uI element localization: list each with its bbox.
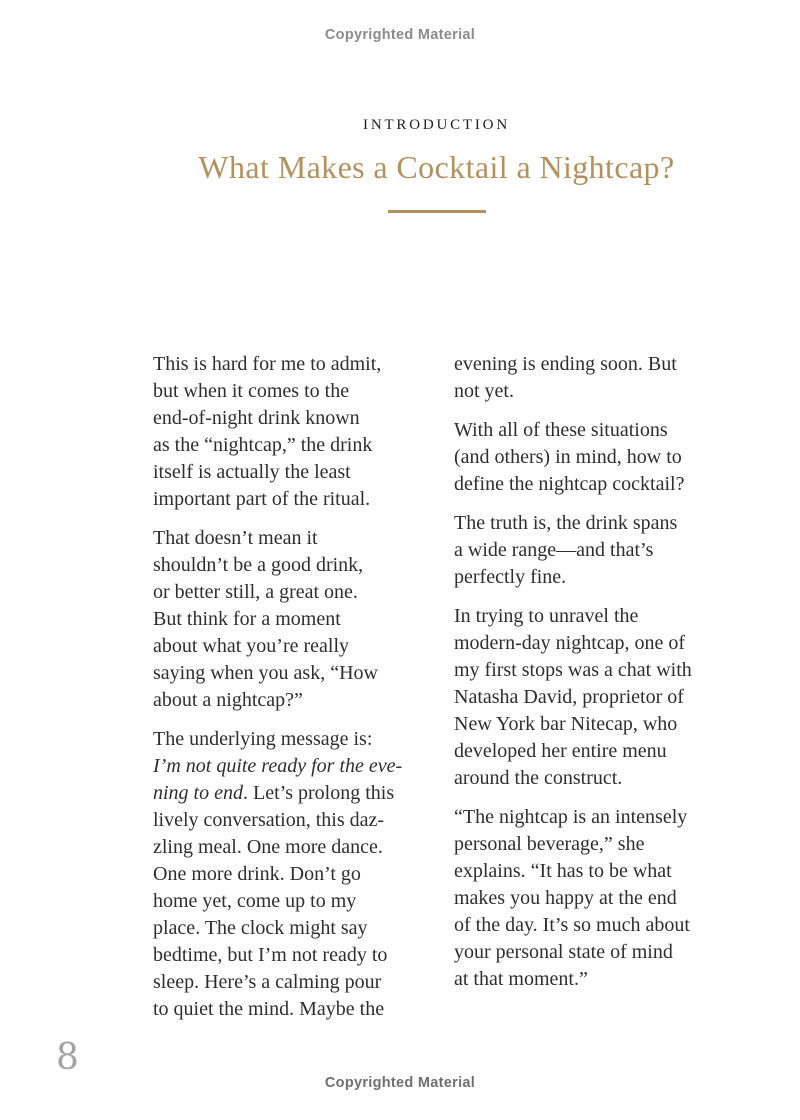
body-line bbox=[153, 552, 419, 579]
text-segment: Natasha David, proprietor of bbox=[454, 686, 684, 708]
body-line bbox=[153, 807, 419, 834]
text-segment: a wide range—and that’s bbox=[454, 539, 654, 561]
body-line bbox=[153, 405, 419, 432]
page-number: 8 bbox=[56, 1037, 79, 1078]
body-line bbox=[153, 486, 419, 513]
text-segment: explains. “It has to be what bbox=[454, 860, 672, 882]
text-segment: sleep. Here’s a calming pour bbox=[153, 971, 382, 993]
body-line bbox=[454, 831, 720, 858]
text-segment: The truth is, the drink spans bbox=[454, 512, 678, 534]
page-title: What Makes a Cocktail a Nightcap? bbox=[198, 149, 675, 185]
text-segment: at that moment.” bbox=[454, 968, 588, 990]
body-paragraph bbox=[454, 603, 720, 792]
body-line bbox=[153, 432, 419, 459]
body-line bbox=[153, 525, 419, 552]
body-line bbox=[454, 351, 720, 378]
body-line bbox=[153, 753, 419, 780]
body-line bbox=[454, 630, 720, 657]
body-line bbox=[454, 378, 720, 405]
body-paragraph bbox=[153, 726, 419, 1023]
body-line bbox=[153, 351, 419, 378]
text-segment: makes you happy at the end bbox=[454, 887, 677, 909]
text-segment: shouldn’t be a good drink, bbox=[153, 554, 364, 576]
text-segment: perfectly fine. bbox=[454, 566, 567, 588]
title-divider bbox=[388, 210, 486, 213]
text-segment: about what you’re really bbox=[153, 635, 350, 657]
body-line bbox=[153, 726, 419, 753]
text-segment: evening is ending soon. But bbox=[454, 353, 677, 375]
body-line bbox=[153, 459, 419, 486]
text-segment: important part of the ritual. bbox=[153, 488, 371, 510]
text-segment: New York bar Nitecap, who bbox=[454, 713, 678, 735]
body-line bbox=[454, 537, 720, 564]
text-segment: ning to end bbox=[153, 782, 243, 804]
text-segment: The underlying message is: bbox=[153, 728, 373, 750]
body-line bbox=[454, 738, 720, 765]
left-column bbox=[153, 351, 419, 1035]
text-segment: of the day. It’s so much about bbox=[454, 914, 690, 936]
text-segment: but when it comes to the bbox=[153, 380, 350, 402]
right-column bbox=[454, 351, 720, 1035]
body-line bbox=[454, 510, 720, 537]
text-segment: my first stops was a chat with bbox=[454, 659, 692, 681]
text-segment: not yet. bbox=[454, 380, 514, 402]
text-segment: developed her entire menu bbox=[454, 740, 667, 762]
body-line bbox=[153, 378, 419, 405]
copyright-notice-bottom: Copyrighted Material bbox=[324, 1075, 476, 1091]
text-segment: . Let’s prolong this bbox=[243, 782, 395, 804]
text-segment: your personal state of mind bbox=[454, 941, 673, 963]
body-line bbox=[153, 861, 419, 888]
text-segment: But think for a moment bbox=[153, 608, 341, 630]
text-segment: define the nightcap cocktail? bbox=[454, 473, 685, 495]
body-line bbox=[454, 912, 720, 939]
text-segment: personal beverage,” she bbox=[454, 833, 645, 855]
text-segment: itself is actually the least bbox=[153, 461, 351, 483]
body-paragraph bbox=[454, 510, 720, 591]
text-segment: “The nightcap is an intensely bbox=[454, 806, 688, 828]
body-line bbox=[454, 684, 720, 711]
text-segment: One more drink. Don’t go bbox=[153, 863, 361, 885]
text-segment: place. The clock might say bbox=[153, 917, 368, 939]
body-paragraph bbox=[454, 804, 720, 993]
body-line bbox=[454, 966, 720, 993]
section-kicker: INTRODUCTION bbox=[363, 117, 510, 133]
body-line bbox=[153, 687, 419, 714]
body-line bbox=[454, 657, 720, 684]
body-paragraph bbox=[454, 351, 720, 405]
body-line bbox=[454, 804, 720, 831]
body-paragraph bbox=[153, 525, 419, 714]
body-line bbox=[153, 888, 419, 915]
text-segment: home yet, come up to my bbox=[153, 890, 357, 912]
body-line bbox=[153, 606, 419, 633]
body-line bbox=[454, 603, 720, 630]
body-line bbox=[454, 765, 720, 792]
text-segment: zling meal. One more dance. bbox=[153, 836, 383, 858]
text-segment: modern-day nightcap, one of bbox=[454, 632, 686, 654]
text-segment: (and others) in mind, how to bbox=[454, 446, 682, 468]
body-line bbox=[153, 660, 419, 687]
text-segment: lively conversation, this daz- bbox=[153, 809, 385, 831]
body-line bbox=[454, 858, 720, 885]
body-columns bbox=[153, 351, 720, 1035]
body-line bbox=[153, 996, 419, 1023]
text-segment: about a nightcap?” bbox=[153, 689, 303, 711]
body-line bbox=[454, 711, 720, 738]
text-segment: bedtime, but I’m not ready to bbox=[153, 944, 388, 966]
text-segment: end-of-night drink known bbox=[153, 407, 360, 429]
body-line bbox=[153, 834, 419, 861]
text-segment: In trying to unravel the bbox=[454, 605, 639, 627]
body-line bbox=[454, 444, 720, 471]
text-segment: or better still, a great one. bbox=[153, 581, 358, 603]
text-segment: as the “nightcap,” the drink bbox=[153, 434, 373, 456]
body-line bbox=[454, 417, 720, 444]
body-line bbox=[454, 564, 720, 591]
text-segment: That doesn’t mean it bbox=[153, 527, 318, 549]
body-line bbox=[153, 969, 419, 996]
body-line bbox=[153, 942, 419, 969]
text-segment: around the construct. bbox=[454, 767, 623, 789]
body-line bbox=[454, 939, 720, 966]
body-line bbox=[454, 885, 720, 912]
body-line bbox=[454, 471, 720, 498]
body-line bbox=[153, 780, 419, 807]
book-page bbox=[153, 0, 720, 1120]
text-segment: This is hard for me to admit, bbox=[153, 353, 382, 375]
body-line bbox=[153, 915, 419, 942]
copyright-notice-top: Copyrighted Material bbox=[324, 27, 476, 43]
text-segment: With all of these situations bbox=[454, 419, 668, 441]
text-segment: saying when you ask, “How bbox=[153, 662, 378, 684]
body-line bbox=[153, 579, 419, 606]
body-line bbox=[153, 633, 419, 660]
body-paragraph bbox=[454, 417, 720, 498]
text-segment: I’m not quite ready for the eve- bbox=[153, 755, 403, 777]
body-paragraph bbox=[153, 351, 419, 513]
text-segment: to quiet the mind. Maybe the bbox=[153, 998, 385, 1020]
